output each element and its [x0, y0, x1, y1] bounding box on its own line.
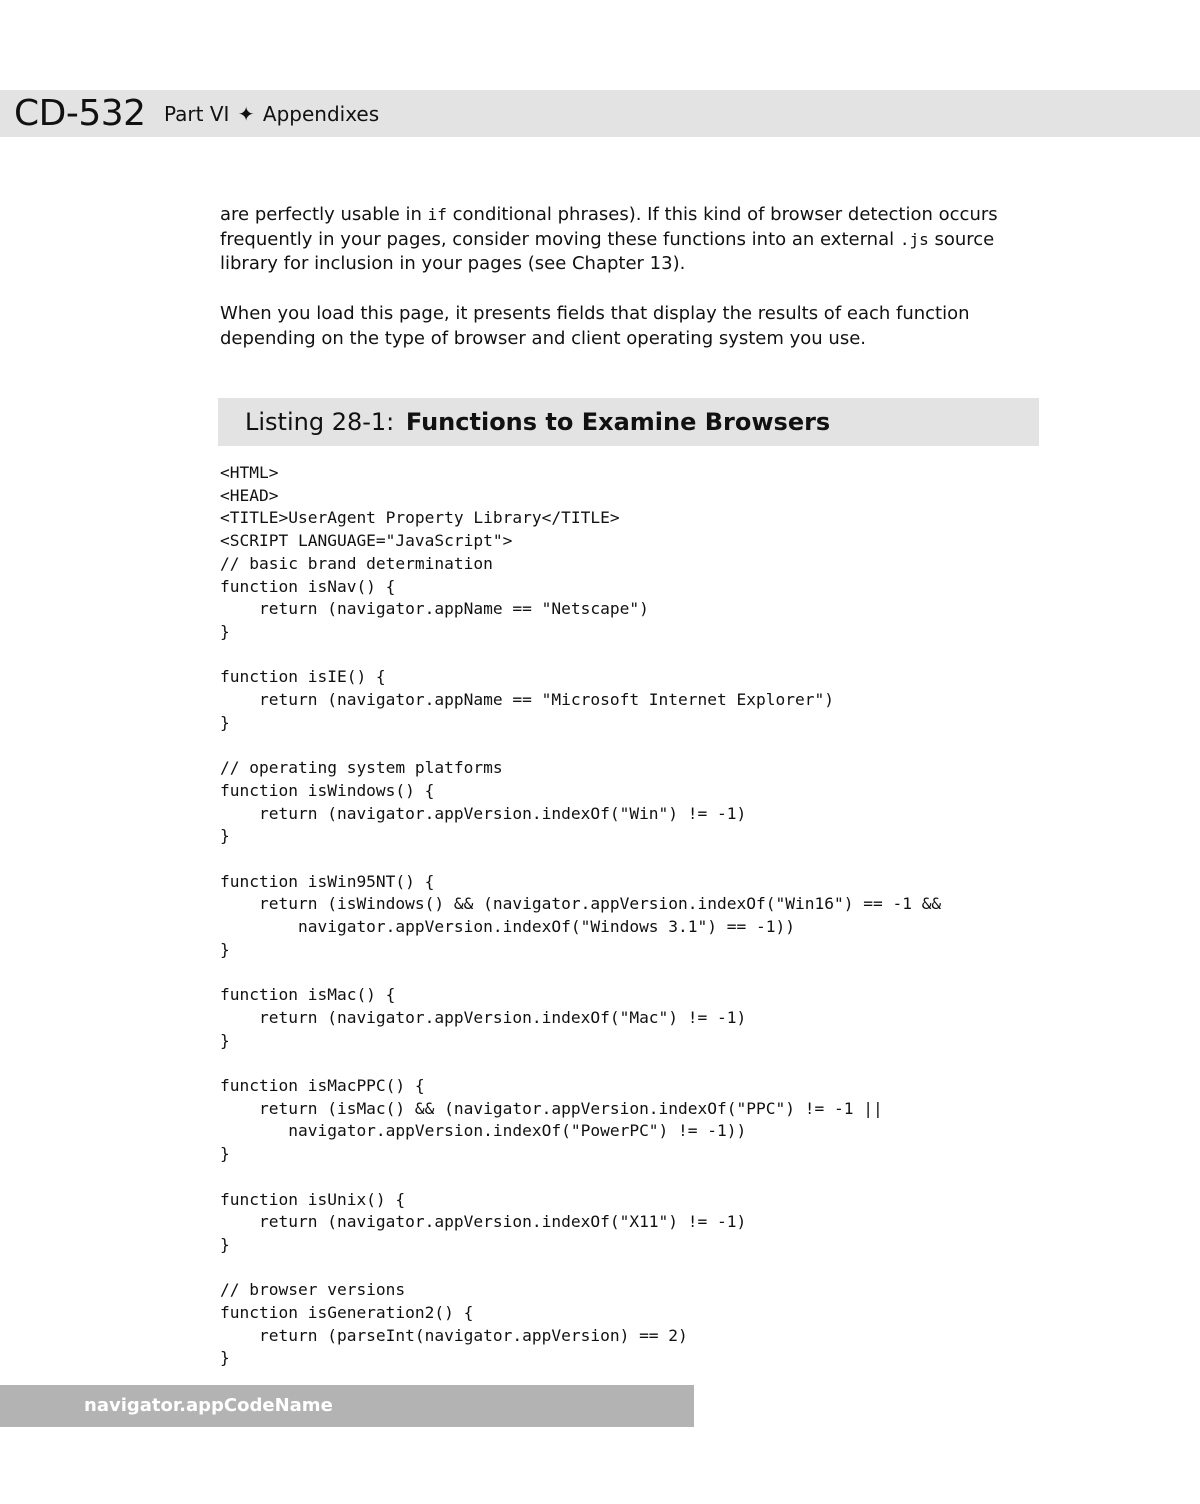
- footer-property-name: navigator.appCodeName: [84, 1395, 333, 1416]
- inline-code-if: if: [427, 205, 447, 224]
- body-paragraph-2: When you load this page, it presents fields that display the results of each function depending on the type of browser and client operating system you use.: [220, 303, 970, 349]
- running-header: [0, 90, 1200, 137]
- diamond-icon: ✦: [237, 102, 255, 126]
- part-label: Part VI: [164, 102, 230, 126]
- para1-text-b: conditional phrases). If this kind of browser detection occurs frequently in your pages, consider moving these functions into an external: [220, 204, 998, 250]
- code-listing: <HTML> <HEAD> <TITLE>UserAgent Property Library</TITLE> <SCRIPT LANGUAGE="JavaScript"> // basic brand determination function isNav() { return (navigator.appName == "Netscape") } function isIE() { return (navigator.appName == "Microsoft Internet Explorer") } // operating system platforms function isWindows() { return (navigator.appVersion.indexOf("Win") != -1) } function isWin95NT() { return (isWindows() && (navigator.appVersion.indexOf("Win16") == -1 && navigator.appVersion.indexOf("Windows 3.1") == -1)) } function isMac() { return (navigator.appVersion.indexOf("Mac") != -1) } function isMacPPC() { return (isMac() && (navigator.appVersion.indexOf("PPC") != -1 || navigator.appVersion.indexOf("PowerPC") != -1)) } function isUnix() { return (navigator.appVersion.indexOf("X11") != -1) } // browser versions function isGeneration2() { return (parseInt(navigator.appVersion) == 2) }: [220, 463, 942, 1368]
- para1-text-a: are perfectly usable in: [220, 204, 428, 225]
- running-head-text: [164, 102, 379, 126]
- body-paragraph-1: [220, 203, 1050, 277]
- listing-number: Listing 28-1:: [245, 408, 395, 436]
- page-number: CD-532: [14, 93, 146, 134]
- footer-tab: [0, 1385, 694, 1427]
- listing-caption: [245, 407, 830, 437]
- listing-heading: [218, 398, 1039, 446]
- section-label: Appendixes: [262, 102, 380, 126]
- listing-title: Functions to Examine Browsers: [405, 408, 831, 436]
- para1-text-c: source library for inclusion in your pages (see Chapter 13).: [220, 228, 995, 274]
- inline-code-js: .js: [899, 229, 929, 249]
